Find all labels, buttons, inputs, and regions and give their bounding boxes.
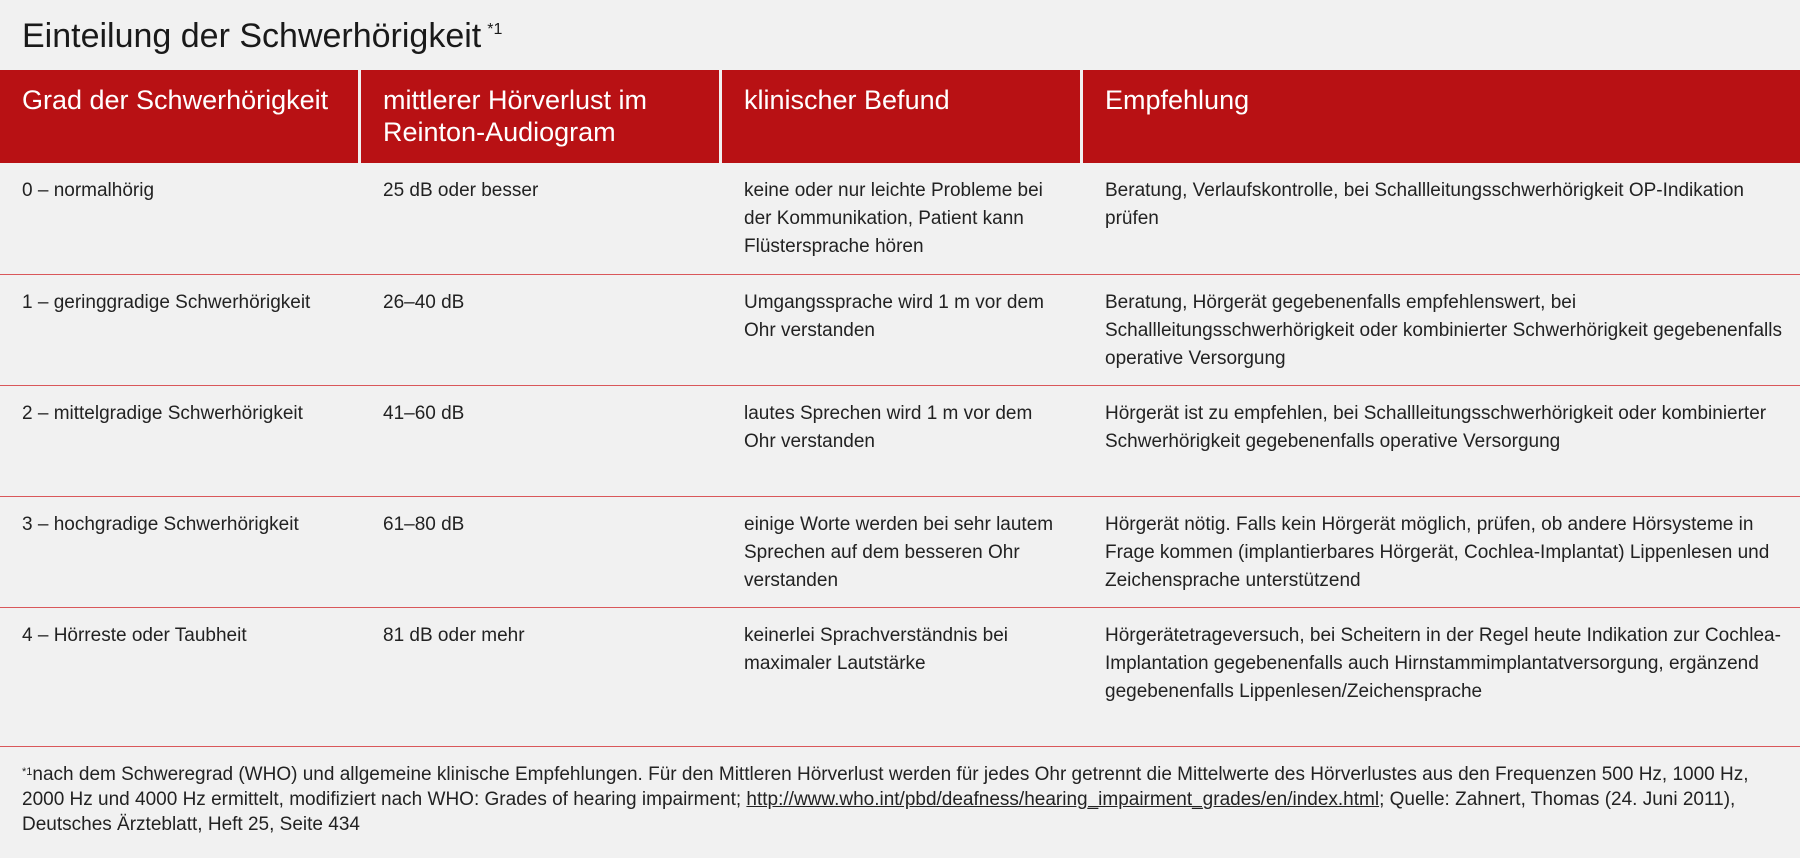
table-header (0, 70, 1800, 163)
table-row (0, 608, 1800, 747)
footnote (22, 762, 1782, 837)
page-title (22, 14, 502, 58)
header-finding: klinischer Befund (722, 70, 1083, 163)
table-row (0, 497, 1800, 608)
cell-loss: 61–80 dB (383, 514, 465, 535)
cell-grade: 2 – mittelgradige Schwerhörigkeit (22, 403, 303, 424)
footnote-source: ; Quelle: Zahnert, Thomas (24. Juni 2011), Deutsches Ärzteblatt, Heft 25, Seite 434 (22, 789, 1736, 835)
cell-recommendation: Hörgerätetrageversuch, bei Scheitern in der Regel heute Indikation zur Cochlea-Implantation gegebenenfalls auch Hirnstammimplantatversorgung, ergänzend gegebenenfalls Lippenlesen/Zeichensprache (1105, 625, 1781, 702)
footnote-text: nach dem Schweregrad (WHO) und allgemeine klinische Empfehlungen. Für den Mittleren Hörverlust werden für jedes Ohr getrennt die Mittelwerte des Hörverlustes aus den Frequenzen 500 Hz, 1000 Hz, 2000 Hz und 4000 Hz ermittelt, modifiziert nach WHO: Grades of hearing impairment; (22, 764, 1749, 810)
cell-grade: 4 – Hörreste oder Taubheit (22, 625, 247, 646)
cell-finding: lautes Sprechen wird 1 m vor dem Ohr verstanden (744, 403, 1033, 452)
header-grade: Grad der Schwerhörigkeit (0, 70, 361, 163)
header-recommendation: Empfehlung (1105, 85, 1250, 115)
page-title-text: Einteilung der Schwerhörigkeit (22, 17, 482, 55)
cell-recommendation: Beratung, Hörgerät gegebenenfalls empfehlenswert, bei Schallleitungsschwerhörigkeit oder kombinierter Schwerhörigkeit gegebenenfalls operative Versorgung (1105, 292, 1782, 369)
who-source-link[interactable]: http://www.who.int/pbd/deafness/hearing_impairment_grades/en/index.html (746, 789, 1380, 810)
footnote-marker: *1 (22, 766, 33, 778)
cell-loss: 25 dB oder besser (383, 180, 539, 201)
cell-grade: 3 – hochgradige Schwerhörigkeit (22, 514, 299, 535)
cell-finding: Umgangssprache wird 1 m vor dem Ohr verstanden (744, 292, 1044, 341)
table-row (0, 386, 1800, 497)
cell-recommendation: Beratung, Verlaufskontrolle, bei Schallleitungsschwerhörigkeit OP-Indikation prüfen (1105, 180, 1744, 229)
cell-grade: 0 – normalhörig (22, 180, 155, 201)
cell-finding: einige Worte werden bei sehr lautem Sprechen auf dem besseren Ohr verstanden (744, 514, 1054, 591)
cell-loss: 26–40 dB (383, 292, 465, 313)
cell-grade: 1 – geringgradige Schwerhörigkeit (22, 292, 311, 313)
header-loss: mittlerer Hörverlust im Reinton-Audiogram (361, 70, 722, 163)
table-row (0, 163, 1800, 275)
cell-recommendation: Hörgerät ist zu empfehlen, bei Schallleitungsschwerhörigkeit oder kombinierter Schwerhörigkeit gegebenenfalls operative Versorgung (1105, 403, 1767, 452)
table-row (0, 275, 1800, 386)
cell-loss: 81 dB oder mehr (383, 625, 525, 646)
cell-finding: keinerlei Sprachverständnis bei maximaler Lautstärke (744, 625, 1009, 674)
cell-finding: keine oder nur leichte Probleme bei der Kommunikation, Patient kann Flüstersprache hören (744, 180, 1043, 257)
hearing-loss-table (0, 70, 1800, 747)
cell-recommendation: Hörgerät nötig. Falls kein Hörgerät möglich, prüfen, ob andere Hörsysteme in Frage kommen (implantierbares Hörgerät, Cochlea-Implantat) Lippenlesen und Zeichensprache unterstützend (1105, 514, 1770, 591)
title-footnote-marker: *1 (487, 21, 503, 38)
cell-loss: 41–60 dB (383, 403, 465, 424)
